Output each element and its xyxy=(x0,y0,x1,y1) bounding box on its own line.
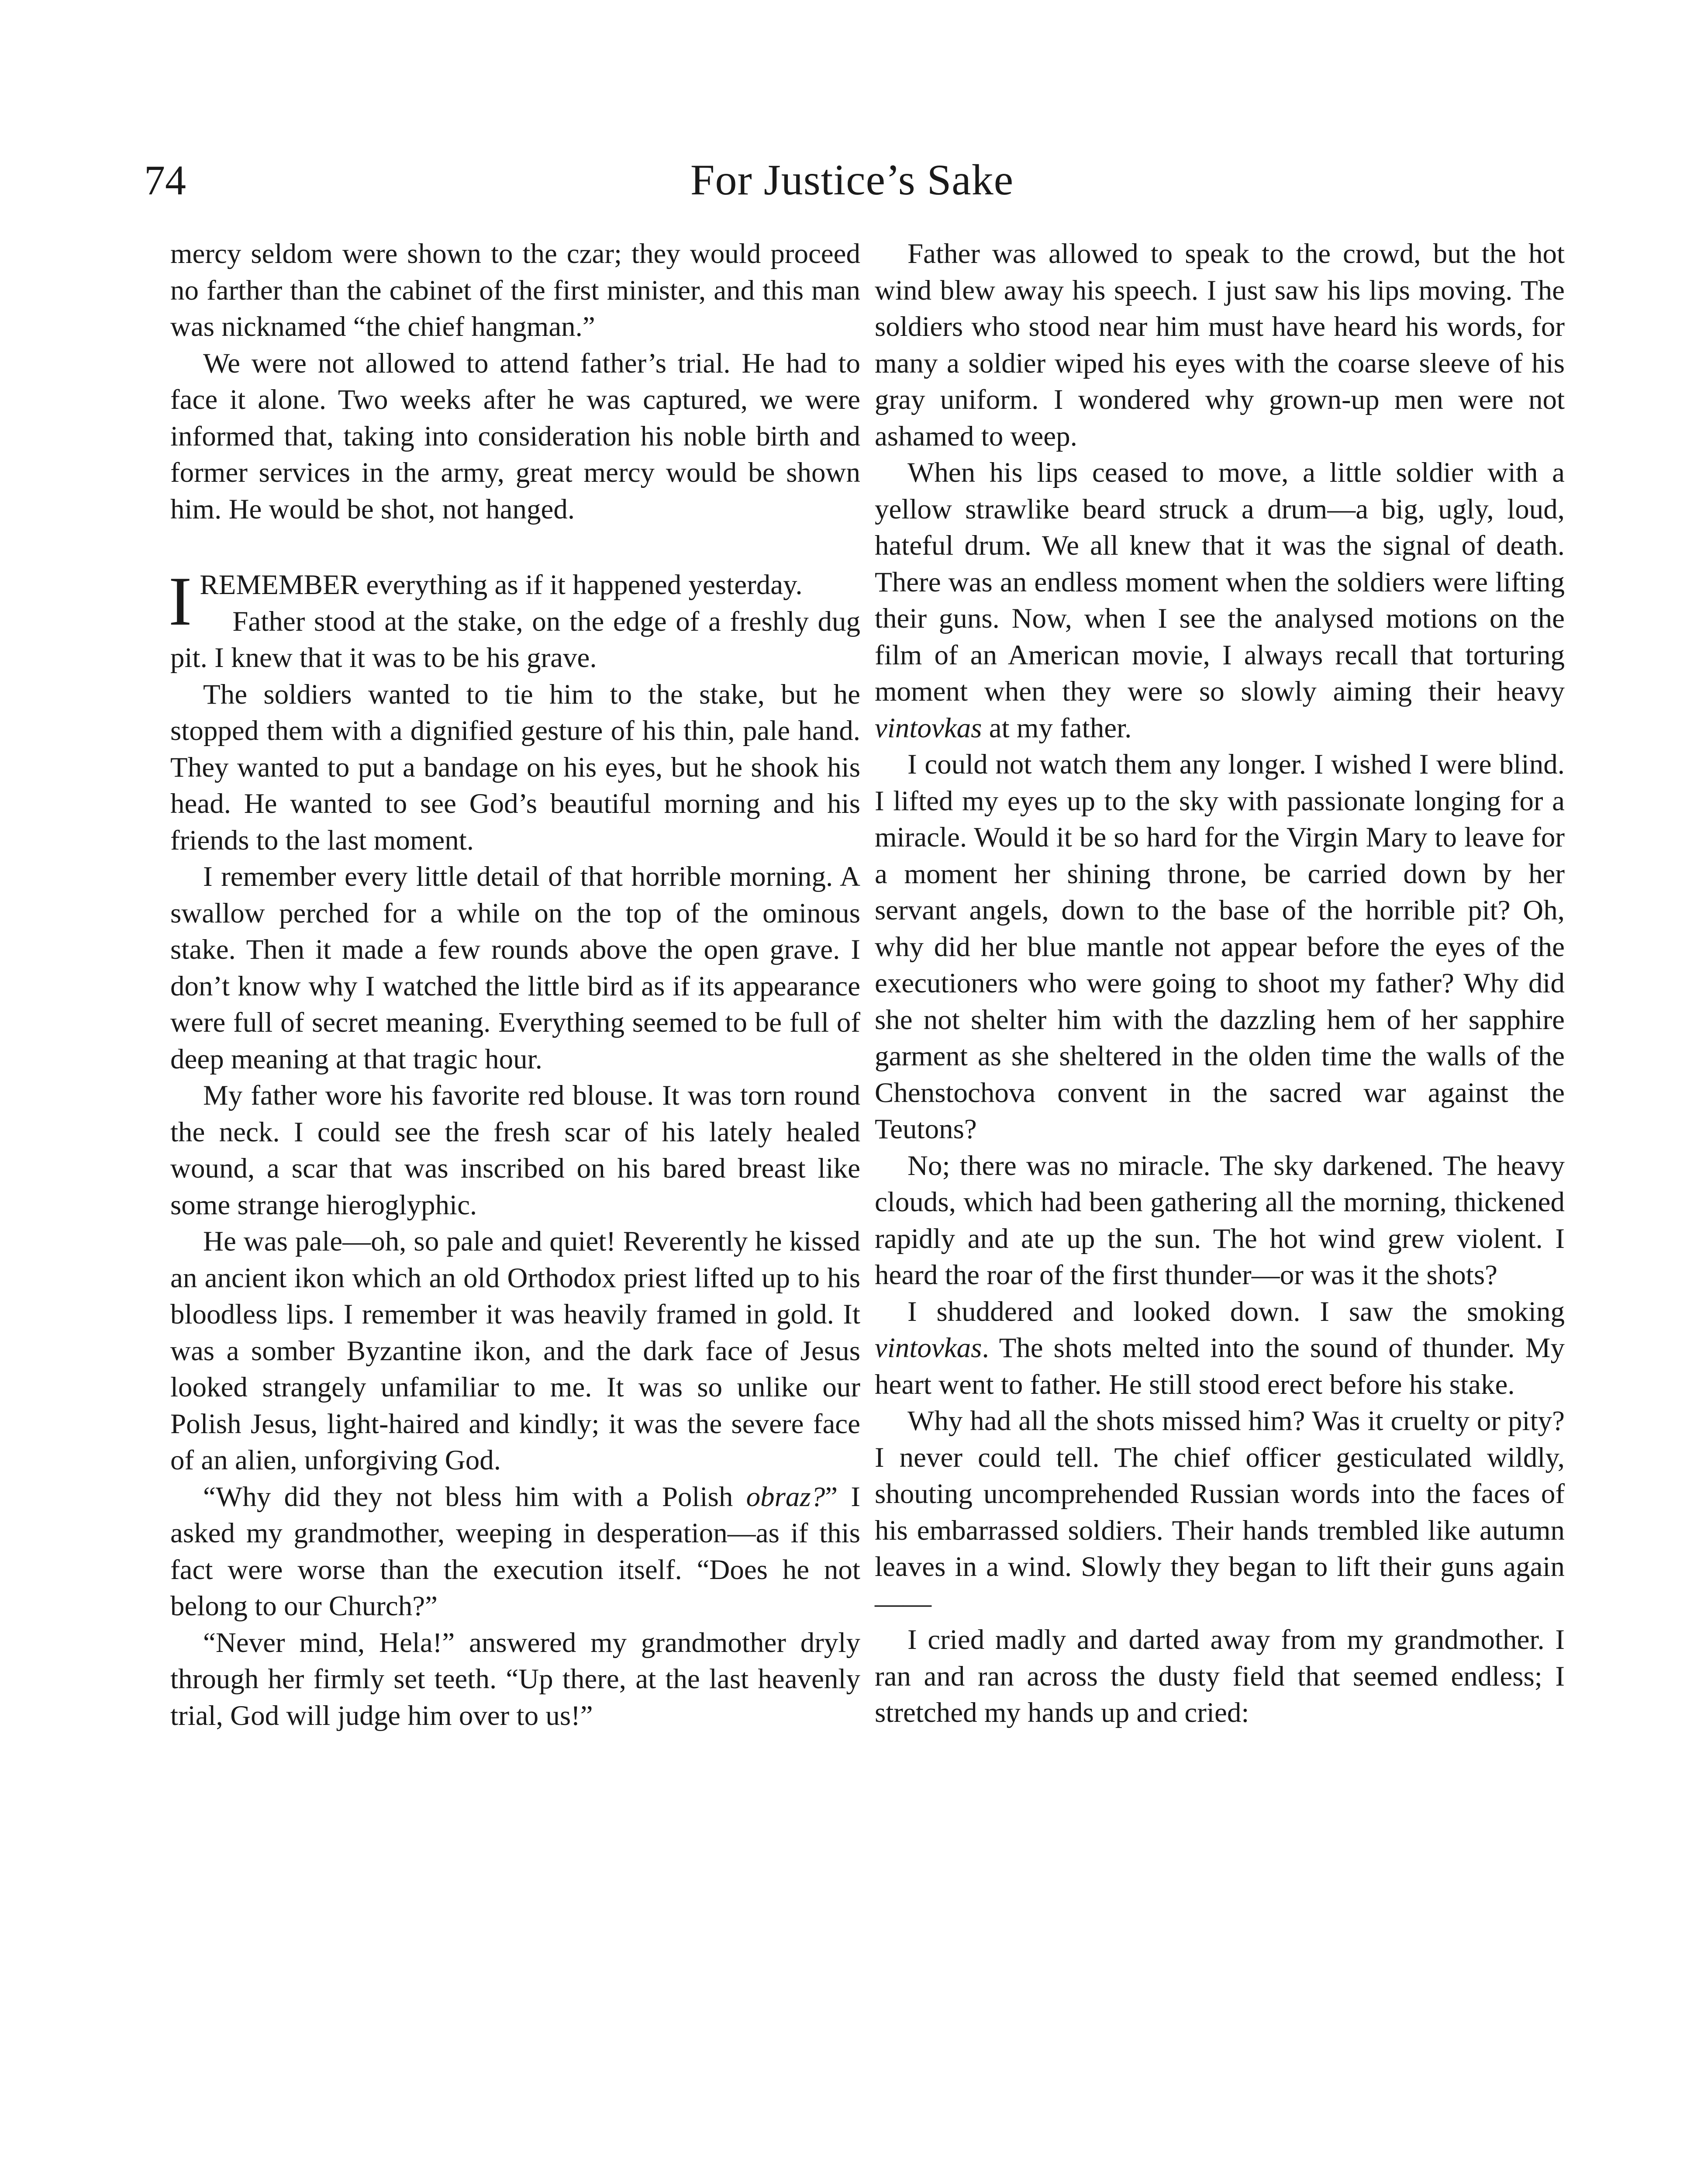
paragraph: I could not watch them any longer. I wished I were blind. I lifted my eyes up to the sky with passionate longing for a miracle. Would it be so hard for the Virgin Mary to leave for a moment her shining throne, be carried down by her servant angels, down to the base of the horrible pit? Oh, why did her blue mantle not appear before the eyes of the executioners who were going to shoot my father? Why did she not shelter him with the dazzling hem of her sapphire garment as she sheltered in the olden time the walls of the Chenstochova convent in the sacred war against the Teutons? xyxy=(875,749,1565,1145)
left-column xyxy=(170,236,860,1734)
paragraph: I remember every little detail of that horrible morning. A swallow perched for a while on the top of the ominous stake. Then it made a few rounds above the open grave. I don’t know why I watched the little bird as if its appearance were full of secret meaning. Everything seemed to be full of deep meaning at that tragic hour. xyxy=(170,861,860,1075)
paragraph: “Never mind, Hela!” answered my grandmother dryly through her firmly set teeth. “Up there, at the last heavenly trial, God will judge him over to us!” xyxy=(170,1627,860,1731)
right-column xyxy=(875,236,1565,1731)
paragraph: He was pale—oh, so pale and quiet! Reverently he kissed an ancient ikon which an old Orthodox priest lifted up to his bloodless lips. I remember it was heavily framed in gold. It was a somber Byzantine ikon, and the dark face of Jesus looked strangely unfamiliar to me. It was so unlike our Polish Jesus, light-haired and kindly; it was the severe face of an alien, unforgiving God. xyxy=(170,1226,860,1476)
italic-word: obraz? xyxy=(746,1481,825,1513)
text-run: When his lips ceased to move, a little soldier with a yellow strawlike beard struck a drum—a big, ugly, loud, hateful drum. We all knew that it was the signal of death. There was an endless moment when the soldiers were lifting their guns. Now, when I see the analysed motions on the film of an American movie, I always recall that torturing moment when they were so slowly aiming their heavy xyxy=(875,457,1565,707)
paragraph: My father wore his favorite red blouse. It was torn round the neck. I could see the fresh scar of his lately healed wound, a scar that was inscribed on his bared breast like some strange hieroglyphic. xyxy=(170,1080,860,1221)
small-caps-word: REMEMBER xyxy=(200,569,359,601)
paragraph xyxy=(875,455,1565,746)
text-run: at my father. xyxy=(982,712,1132,744)
paragraph: I cried madly and darted away from my grandmother. I ran and ran across the dusty field that seemed endless; I stretched my hands up and cried: xyxy=(875,1624,1565,1728)
italic-word: vintovkas xyxy=(875,1332,982,1364)
paragraph xyxy=(875,1294,1565,1403)
paragraph: No; there was no miracle. The sky darkened. The heavy clouds, which had been gathering all the morning, thickened rapidly and ate up the sun. The hot wind grew violent. I heard the roar of the first thunder—or was it the shots? xyxy=(875,1150,1565,1291)
running-title: For Justice’s Sake xyxy=(690,156,1014,204)
paragraph xyxy=(170,1479,860,1625)
text-run: “Why did they not bless him with a Polish xyxy=(203,1481,746,1513)
page-number: 74 xyxy=(144,157,186,204)
paragraph: mercy seldom were shown to the czar; they would proceed no farther than the cabinet of the first minister, and this man was nicknamed “the chief hangman.” xyxy=(170,238,860,342)
paragraph: We were not allowed to attend father’s trial. He had to face it alone. Two weeks after he was captured, we were informed that, taking into consideration his noble birth and former services in the army, great mercy would be shown him. He would be shot, not hanged. xyxy=(170,347,860,525)
paragraph: Why had all the shots missed him? Was it cruelty or pity? I never could tell. The chief officer gesticulated wildly, shouting uncomprehended Russian words into the faces of his embarrassed soldiers. Their hands trembled like autumn leaves in a wind. Slowly they began to lift their guns again—— xyxy=(875,1405,1565,1619)
italic-word: vintovkas xyxy=(875,712,982,744)
paragraph: Father was allowed to speak to the crowd, but the hot wind blew away his speech. I just saw his lips moving. The soldiers who stood near him must have heard his words, for many a soldier wiped his eyes with the coarse sleeve of his gray uniform. I wondered why grown-up men were not ashamed to weep. xyxy=(875,238,1565,452)
paragraph: The soldiers wanted to tie him to the stake, but he stopped them with a dignified gesture of his thin, pale hand. They wanted to put a bandage on his eyes, but he shook his head. He wanted to see God’s beautiful morning and his friends to the last moment. xyxy=(170,678,860,856)
text-run: ” I asked my grandmother, weeping in desperation—as if this fact were worse than the execution itself. “Does he not belong to our Church?” xyxy=(170,1481,860,1622)
drop-cap: I xyxy=(169,562,192,640)
paragraph: Father stood at the stake, on the edge of a freshly dug pit. I knew that it was to be his grave. xyxy=(170,605,860,674)
text-run: I shuddered and looked down. I saw the smoking xyxy=(907,1296,1565,1327)
section-opening-text: everything as if it happened yesterday. xyxy=(359,569,803,601)
text-run: . The shots melted into the sound of thunder. My heart went to father. He still stood erect before his stake. xyxy=(875,1332,1565,1400)
